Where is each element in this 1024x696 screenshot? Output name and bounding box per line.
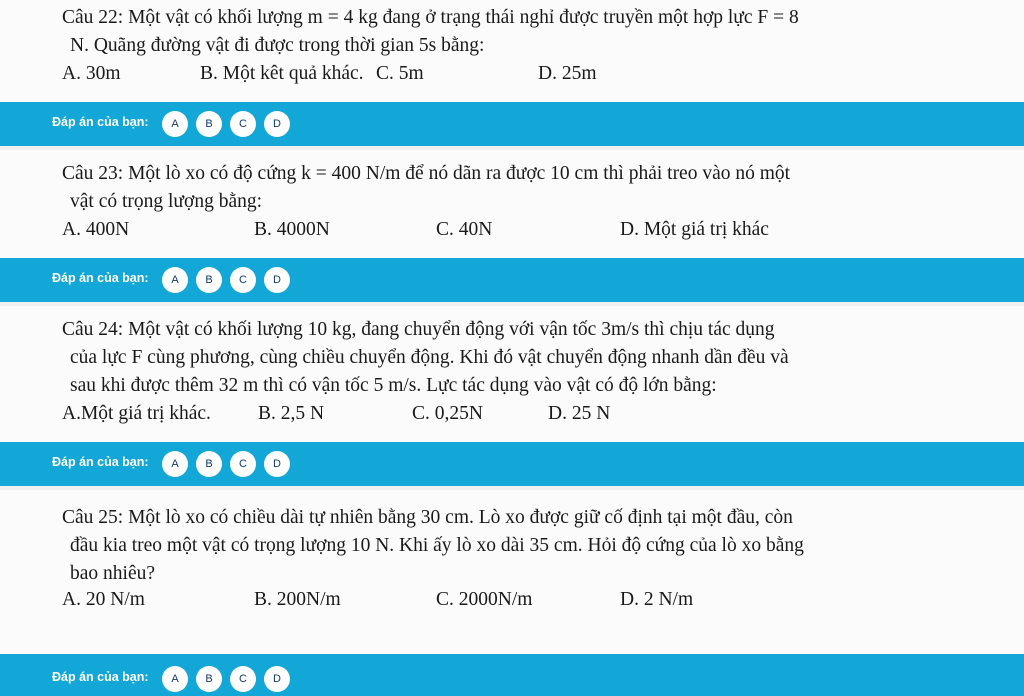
- choice-a-button[interactable]: A: [162, 267, 188, 293]
- answer-label: Đáp án của bạn:: [52, 670, 149, 684]
- question-text-line: N. Quãng đường vật đi được trong thời gian 5s bằng:: [70, 35, 485, 56]
- question-text-line: bao nhiêu?: [70, 563, 156, 584]
- option-a: A. 400N: [62, 219, 130, 240]
- question-22: [0, 0, 1024, 102]
- option-d: D. Một giá trị khác: [620, 219, 769, 240]
- option-b: B. 4000N: [254, 219, 330, 240]
- question-text-line: Câu 23: Một lò xo có độ cứng k = 400 N/m để nó dãn ra được 10 cm thì phải treo vào nó một: [62, 163, 791, 184]
- option-b: B. 2,5 N: [258, 403, 325, 424]
- option-d: D. 2 N/m: [620, 589, 694, 610]
- choice-c-button[interactable]: C: [230, 111, 256, 137]
- choice-d-button[interactable]: D: [264, 111, 290, 137]
- answer-bar-22: [0, 102, 1024, 146]
- choice-c-button[interactable]: C: [230, 267, 256, 293]
- choice-b-button[interactable]: B: [196, 666, 222, 692]
- option-c: C. 2000N/m: [436, 589, 533, 610]
- answer-bar-24: [0, 442, 1024, 486]
- answer-bar-23: [0, 258, 1024, 302]
- choice-a-button[interactable]: A: [162, 666, 188, 692]
- question-text-line: Câu 25: Một lò xo có chiều dài tự nhiên bằng 30 cm. Lò xo được giữ cố định tại một đầu, còn: [62, 507, 793, 528]
- question-text-line: của lực F cùng phương, cùng chiều chuyển động. Khi đó vật chuyển động nhanh dần đều và: [70, 347, 789, 368]
- choice-a-button[interactable]: A: [162, 111, 188, 137]
- question-text-line: Câu 24: Một vật có khối lượng 10 kg, đang chuyển động với vận tốc 3m/s thì chịu tác dụng: [62, 319, 775, 340]
- option-a: A. 30m: [62, 63, 121, 84]
- question-25: [0, 490, 1024, 654]
- question-24: [0, 306, 1024, 442]
- option-c: C. 40N: [436, 219, 493, 240]
- option-d: D. 25 N: [548, 403, 611, 424]
- option-c: C. 0,25N: [412, 403, 483, 424]
- question-text-line: sau khi được thêm 32 m thì có vận tốc 5 m/s. Lực tác dụng vào vật có độ lớn bằng:: [70, 375, 717, 396]
- option-c: C. 5m: [376, 63, 424, 84]
- answer-label: Đáp án của bạn:: [52, 455, 149, 469]
- answer-bar-25: [0, 654, 1024, 696]
- option-a: A. 20 N/m: [62, 589, 145, 610]
- question-text-line: Câu 22: Một vật có khối lượng m = 4 kg đang ở trạng thái nghỉ được truyền một hợp lực F = 8: [62, 7, 799, 28]
- choice-a-button[interactable]: A: [162, 451, 188, 477]
- choice-d-button[interactable]: D: [264, 451, 290, 477]
- choice-b-button[interactable]: B: [196, 267, 222, 293]
- question-text-line: vật có trọng lượng bằng:: [70, 191, 263, 212]
- choice-b-button[interactable]: B: [196, 451, 222, 477]
- option-b: B. 200N/m: [254, 589, 341, 610]
- option-d: D. 25m: [538, 63, 597, 84]
- question-23: [0, 150, 1024, 258]
- option-b: B. Một kêt quả khác.: [200, 63, 364, 84]
- answer-label: Đáp án của bạn:: [52, 271, 149, 285]
- choice-d-button[interactable]: D: [264, 666, 290, 692]
- choice-b-button[interactable]: B: [196, 111, 222, 137]
- question-text-line: đầu kia treo một vật có trọng lượng 10 N. Khi ấy lò xo dài 35 cm. Hỏi độ cứng của lò xo bằng: [70, 535, 804, 556]
- choice-c-button[interactable]: C: [230, 451, 256, 477]
- choice-d-button[interactable]: D: [264, 267, 290, 293]
- choice-c-button[interactable]: C: [230, 666, 256, 692]
- option-a: A.Một giá trị khác.: [62, 403, 211, 424]
- answer-label: Đáp án của bạn:: [52, 115, 149, 129]
